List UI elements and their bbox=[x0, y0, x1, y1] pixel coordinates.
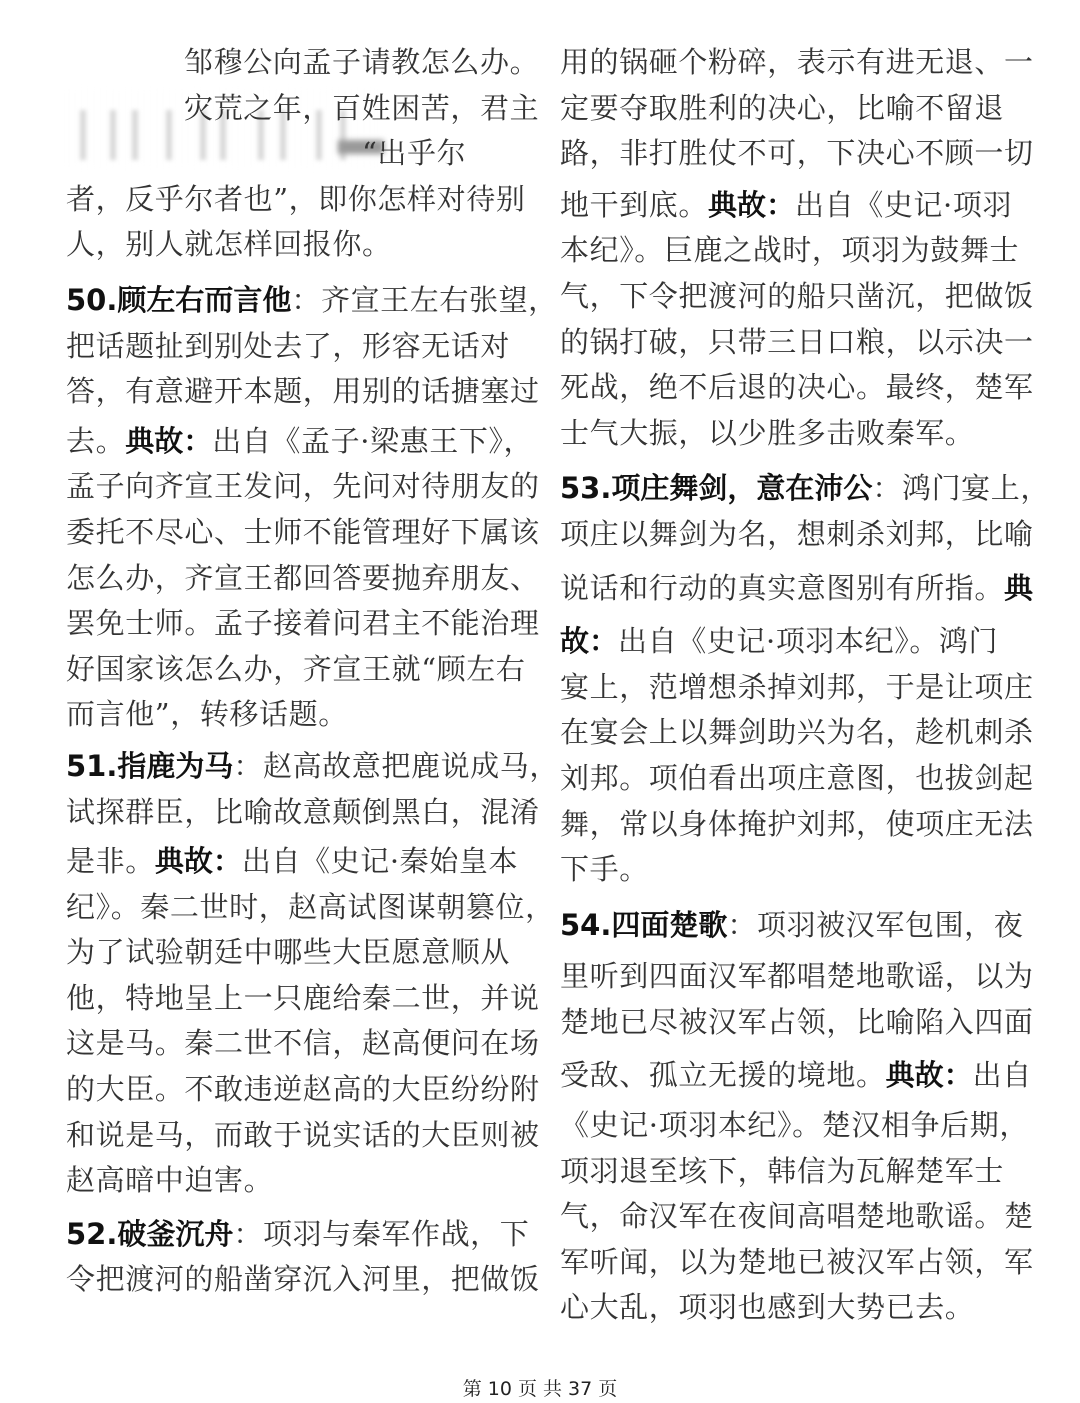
idiom-title: 51.指鹿为马 bbox=[66, 748, 234, 783]
text-line: 楚地已尽被汉军占领，比喻陷入四面 bbox=[560, 1004, 1034, 1039]
text-line: 下手。 bbox=[560, 852, 649, 887]
text-line: 气，命汉军在夜间高唱楚地歌谣。楚 bbox=[560, 1199, 1034, 1234]
text-line: 项庄以舞剑为名，想刺杀刘邦，比喻 bbox=[560, 516, 1034, 551]
diangu-label-part: 故： bbox=[560, 624, 619, 659]
diangu-label: 典故： bbox=[154, 844, 242, 879]
text-line: 气，下令把渡河的船只凿沉，把做饭 bbox=[560, 278, 1034, 313]
text-fragment: 受敌、孤立无援的境地。 bbox=[560, 1058, 886, 1093]
page-number-footer: 第 10 页 共 37 页 bbox=[462, 1378, 618, 1400]
text-line bbox=[66, 419, 534, 465]
text-fragment: 出自《史记·项羽 bbox=[795, 187, 1013, 222]
text-line: 和说是马，而敢于说实话的大臣则被 bbox=[66, 1117, 540, 1152]
text-line: 用的锅砸个粉碎，表示有进无退、一 bbox=[560, 45, 1034, 79]
text-line: 试探群臣，比喻故意颠倒黑白，混淆 bbox=[66, 794, 540, 829]
text-fragment: 出自《孟子·梁惠王下》， bbox=[212, 423, 534, 458]
idiom-title: 54.四面楚歌 bbox=[560, 907, 728, 942]
text-line bbox=[560, 566, 1034, 612]
diangu-label-part: 典 bbox=[1004, 570, 1034, 605]
text-line: 赵高暗中迫害。 bbox=[66, 1163, 274, 1198]
text-line: 答，有意避开本题，用别的话搪塞过 bbox=[66, 374, 540, 409]
text-fragment: 去。 bbox=[66, 423, 126, 458]
text-line: 刘邦。项伯看出项庄意图，也拔剑起 bbox=[560, 760, 1034, 795]
text-line: 定要夺取胜利的决心，比喻不留退 bbox=[560, 90, 1005, 125]
text-line bbox=[560, 1053, 1032, 1099]
text-line bbox=[66, 839, 524, 885]
text-line: 罢免士师。孟子接着问君主不能治理 bbox=[66, 606, 540, 641]
text-line: 怎么办，齐宣王都回答要抛弃朋友、 bbox=[66, 560, 540, 595]
text-line: 邹穆公向孟子请教怎么办。 bbox=[184, 45, 540, 79]
text-line: “出乎尔 bbox=[362, 136, 467, 171]
text-line: 者，反乎尔者也”，即你怎样对待别 bbox=[66, 181, 526, 216]
idiom-title: 53.项庄舞剑，意在沛公 bbox=[560, 471, 873, 506]
text-line: 路，非打胜仗不可，下决心不顾一切 bbox=[560, 136, 1034, 171]
text-line: 为了试验朝廷中哪些大臣愿意顺从 bbox=[66, 935, 511, 970]
text-fragment: 是非。 bbox=[66, 844, 155, 879]
idiom-title: 50.顾左右而言他 bbox=[66, 282, 292, 317]
text-fragment: ：鸿门宴上， bbox=[872, 471, 1050, 506]
text-line: 死战，绝不后退的决心。最终，楚军 bbox=[560, 370, 1034, 405]
text-line: 孟子向齐宣王发问，先问对待朋友的 bbox=[66, 469, 540, 504]
text-line: 他，特地呈上一只鹿给秦二世，并说 bbox=[66, 980, 540, 1015]
text-line: 心大乱，项羽也感到大势已去。 bbox=[560, 1290, 975, 1325]
text-line: 里听到四面汉军都唱楚地歌谣，以为 bbox=[560, 959, 1034, 994]
text-line: 项羽退至垓下，韩信为瓦解楚军士 bbox=[560, 1153, 1005, 1188]
text-line: 舞，常以身体掩护刘邦，使项庄无法 bbox=[560, 806, 1034, 841]
text-line: 宴上，范增想杀掉刘邦，于是让项庄 bbox=[560, 669, 1034, 704]
idiom-entry-54 bbox=[560, 903, 1024, 949]
text-line: 的锅打破，只带三日口粮，以示决一 bbox=[560, 324, 1034, 359]
diangu-label: 典故： bbox=[885, 1058, 973, 1093]
text-fragment: ：项羽被汉军包围，夜 bbox=[727, 907, 1024, 942]
text-fragment: ：赵高故意把鹿说成马， bbox=[233, 748, 559, 783]
text-fragment: 说话和行动的真实意图别有所指。 bbox=[560, 570, 1005, 605]
text-line: 这是马。秦二世不信，赵高便问在场 bbox=[66, 1026, 540, 1061]
text-line: 把话题扯到别处去了，形容无话对 bbox=[66, 328, 511, 363]
text-line: 纪》。秦二世时，赵高试图谋朝篡位， bbox=[66, 889, 555, 924]
left-column bbox=[66, 40, 559, 1303]
idiom-entry-51 bbox=[66, 744, 559, 790]
text-fragment: 地干到底。 bbox=[560, 187, 709, 222]
text-line: 人，别人就怎样回报你。 bbox=[66, 227, 392, 262]
text-line: 本纪》。巨鹿之战时，项羽为鼓舞士 bbox=[560, 233, 1020, 268]
text-line bbox=[560, 619, 1018, 665]
diangu-label: 典故： bbox=[708, 187, 796, 222]
text-line: 灾荒之年，百姓困苦，君主 bbox=[184, 90, 540, 125]
text-fragment: ：项羽与秦军作战，下 bbox=[233, 1216, 530, 1251]
idiom-entry-52 bbox=[66, 1212, 530, 1258]
text-line: 在宴会上以舞剑助兴为名，趁机刺杀 bbox=[560, 715, 1034, 750]
text-line bbox=[560, 183, 1018, 229]
text-line: 好国家该怎么办，齐宣王就“顾左右 bbox=[66, 651, 526, 686]
text-fragment: 出自《史记·项羽本纪》。鸿门 bbox=[618, 624, 999, 659]
idiom-entry-50 bbox=[66, 278, 558, 324]
text-line: 而言他”，转移话题。 bbox=[66, 697, 348, 732]
text-fragment: 出自《史记·秦始皇本 bbox=[241, 844, 519, 879]
right-column bbox=[560, 40, 1050, 1331]
idiom-title: 52.破釜沉舟 bbox=[66, 1216, 234, 1251]
text-line: 军听闻，以为楚地已被汉军占领，军 bbox=[560, 1244, 1034, 1279]
text-line: ：齐宣王左右张望， bbox=[291, 282, 558, 317]
text-line: 《史记·项羽本纪》。楚汉相争后期， bbox=[560, 1108, 1029, 1143]
text-line: 委托不尽心、士师不能管理好下属该 bbox=[66, 514, 540, 549]
diangu-label: 典故： bbox=[125, 423, 213, 458]
text-line: 的大臣。不敢违逆赵高的大臣纷纷附 bbox=[66, 1072, 540, 1107]
text-fragment: 出自 bbox=[972, 1058, 1032, 1093]
idiom-entry-53 bbox=[560, 466, 1050, 512]
text-line: 士气大振，以少胜多击败秦军。 bbox=[560, 415, 975, 450]
text-line: 令把渡河的船凿穿沉入河里，把做饭 bbox=[66, 1262, 540, 1297]
